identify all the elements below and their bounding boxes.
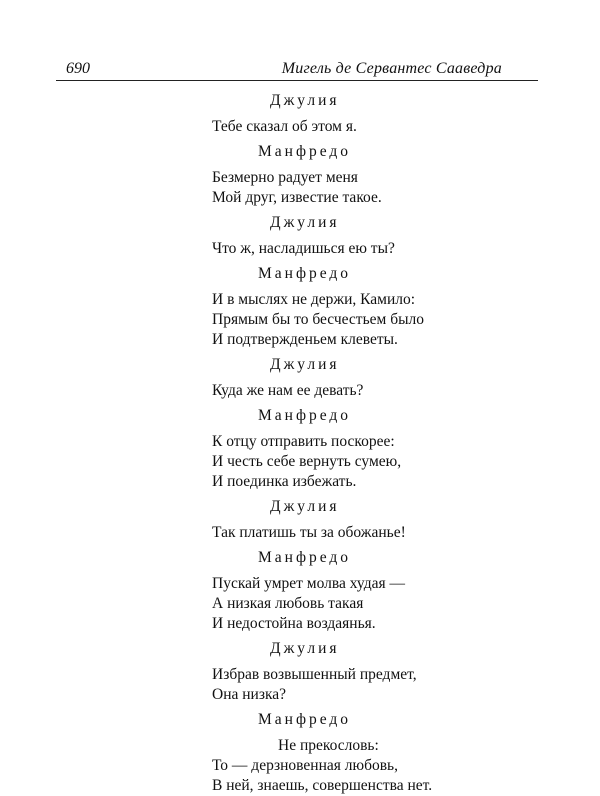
verse-line: А низкая любовь такая (212, 595, 364, 612)
play-text (212, 86, 532, 796)
speech-julia (212, 355, 532, 401)
verse-line: И недостойна воздаянья. (212, 615, 376, 632)
speaker-name: Манфредо (258, 265, 352, 282)
header-rule (56, 80, 538, 81)
verse-line: Она низка? (212, 686, 287, 703)
speaker-name: Джулия (270, 640, 340, 657)
verse-line: К отцу отправить поскорее: (212, 433, 395, 450)
verse-line: Пускай умрет молва худая — (212, 575, 405, 592)
verse-line: Мой друг, известие такое. (212, 189, 382, 206)
speech-julia (212, 639, 532, 705)
speaker-name: Манфредо (258, 143, 352, 160)
running-title: Мигель де Сервантес Сааведра (281, 60, 502, 77)
verse-line: То — дерзновенная любовь, (212, 757, 398, 774)
speech-julia (212, 497, 532, 543)
verse-line: И в мыслях не держи, Камило: (212, 291, 416, 308)
speaker-name: Джулия (270, 498, 340, 515)
speech-manfredo (212, 548, 532, 634)
verse-line: Так платишь ты за обожанье! (212, 524, 406, 541)
speaker-name: Манфредо (258, 407, 352, 424)
speech-manfredo (212, 264, 532, 350)
speaker-name: Манфредо (258, 711, 352, 728)
verse-line: Что ж, насладишься ею ты? (212, 240, 395, 257)
verse-line: Куда же нам ее девать? (212, 382, 364, 399)
verse-line: Безмерно радует меня (212, 169, 358, 186)
verse-line: Не прекословь: (278, 737, 379, 754)
speech-julia (212, 91, 532, 137)
verse-line: И поединка избежать. (212, 473, 357, 490)
speaker-name: Джулия (270, 214, 340, 231)
verse-line: Прямым бы то бесчестьем было (212, 311, 424, 328)
speaker-name: Манфредо (258, 549, 352, 566)
speech-manfredo (212, 710, 532, 796)
speaker-name: Джулия (270, 356, 340, 373)
verse-line: В ней, знаешь, совершенства нет. (212, 777, 433, 794)
speaker-name: Джулия (270, 92, 340, 109)
verse-line: Тебе сказал об этом я. (212, 118, 357, 135)
page-number: 690 (66, 60, 90, 77)
verse-line: Избрав возвышенный предмет, (212, 666, 417, 683)
verse-line: И честь себе вернуть сумею, (212, 453, 402, 470)
speech-julia (212, 213, 532, 259)
speech-manfredo (212, 142, 532, 208)
verse-line: И подтвержденьем клеветы. (212, 331, 398, 348)
running-header (56, 56, 538, 82)
speech-manfredo (212, 406, 532, 492)
